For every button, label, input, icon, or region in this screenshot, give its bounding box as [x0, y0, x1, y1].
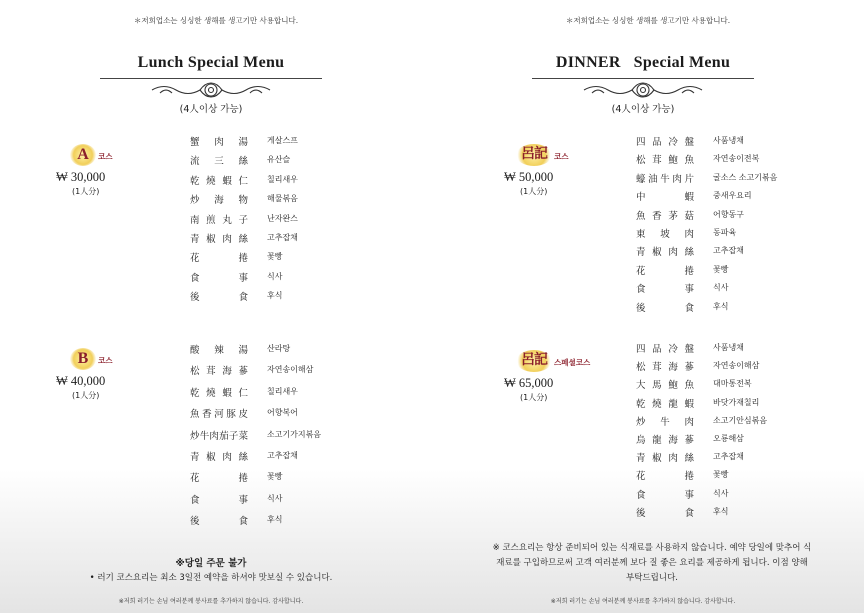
dish-row: [0, 192, 432, 210]
dish-hanja-char: 魚: [190, 409, 200, 421]
dish-hanja-char: 龍: [668, 398, 678, 410]
dish-row: [0, 134, 432, 152]
ingredients-note: ※ 코스요리는 항상 준비되어 있는 식재료를 사용하지 않습니다. 예약 당일에 맞추어 식재료를 구입하므로써 고객 여러분께 보다 질 좋은 요리를 제공하게 됩니다. 이점 양해 부탁드립니다.: [492, 543, 812, 583]
dish-hanja-name: [190, 406, 248, 420]
dish-hanja-char: 松: [190, 366, 200, 378]
dish-korean-name: 해물볶음: [267, 194, 298, 204]
dish-korean-name: 꽃빵: [713, 470, 729, 480]
dish-hanja-name: [636, 171, 694, 185]
dish-korean-name: 꽃빵: [267, 472, 283, 482]
course-price: ₩ 40,000: [56, 374, 106, 388]
dish-hanja-char: 海: [222, 366, 232, 378]
dish-hanja-char: 四: [636, 344, 646, 355]
dish-hanja-char: 事: [684, 284, 694, 296]
dish-row: [0, 363, 432, 381]
dish-hanja-char: 肉: [684, 416, 694, 428]
dish-hanja-name: [636, 244, 694, 258]
dish-row: [432, 377, 864, 395]
dish-hanja-char: 盤: [684, 344, 694, 355]
course-price: ₩ 50,000: [504, 170, 554, 184]
dish-hanja-name: [190, 270, 248, 284]
dish-hanja-name: [636, 396, 694, 410]
dish-hanja-name: [190, 513, 248, 527]
dish-hanja-char: 食: [238, 292, 248, 304]
course-badge-text: 코스: [98, 356, 113, 365]
dish-hanja-char: 食: [190, 494, 200, 506]
dish-row: [0, 470, 432, 488]
dish-hanja-char: 蝦: [684, 192, 694, 204]
no-same-day-order-note: ※당일 주문 불가: [175, 558, 247, 569]
dish-korean-name: 고추잡채: [267, 233, 298, 242]
dish-hanja-name: [636, 152, 694, 166]
dish-hanja-char: 青: [636, 453, 646, 465]
dish-hanja-char: 捲: [238, 253, 248, 265]
dish-hanja-char: 子: [238, 214, 248, 226]
course-badge-letter: 呂記: [516, 144, 552, 166]
dish-hanja-char: 仁: [238, 175, 248, 187]
dish-hanja-char: 花: [190, 473, 200, 485]
dish-hanja-char: 茅: [668, 210, 678, 222]
dish-row: [432, 468, 864, 486]
dish-korean-name: 산라탕: [267, 344, 291, 353]
dish-korean-name: 동파육: [713, 228, 737, 237]
dish-hanja-name: [636, 487, 694, 501]
dish-hanja-char: 菜: [238, 430, 248, 442]
dish-hanja-char: 湯: [238, 345, 248, 356]
dish-hanja-char: 事: [684, 489, 694, 501]
dish-korean-name: 바닷가재칠리: [713, 397, 760, 407]
dish-row: [432, 396, 864, 414]
dish-row: [0, 153, 432, 171]
dish-hanja-char: 香: [202, 409, 212, 421]
dish-hanja-name: [636, 414, 694, 428]
dish-hanja-char: 蔘: [684, 435, 694, 446]
dish-hanja-char: 炒: [190, 195, 200, 207]
dish-korean-name: 대마통전복: [713, 379, 752, 389]
dish-hanja-char: 捲: [684, 471, 694, 483]
dish-hanja-char: 絲: [684, 453, 694, 465]
per-person-note: (1人分): [520, 393, 548, 402]
dish-hanja-char: 冷: [668, 137, 678, 148]
dish-hanja-char: 魚: [636, 210, 646, 222]
dish-hanja-char: 湯: [238, 137, 248, 148]
dish-hanja-char: 品: [652, 344, 662, 355]
dish-hanja-char: 品: [652, 137, 662, 148]
dish-hanja-char: 蝦: [222, 387, 232, 399]
dish-hanja-char: 烏: [636, 435, 646, 446]
dish-row: [0, 428, 432, 446]
dish-hanja-char: 茸: [206, 366, 216, 378]
dish-korean-name: 자연송이해삼: [267, 365, 314, 375]
dish-hanja-char: 食: [636, 489, 646, 501]
dish-hanja-char: 食: [684, 302, 694, 314]
dish-hanja-char: 冷: [668, 344, 678, 355]
dish-hanja-char: 豚: [226, 409, 236, 421]
dish-hanja-char: 煎: [206, 214, 216, 226]
dish-hanja-char: 後: [636, 302, 646, 314]
dish-hanja-char: 辣: [214, 345, 224, 356]
dish-hanja-char: 食: [190, 272, 200, 284]
dish-row: [0, 212, 432, 230]
dish-hanja-char: 龍: [652, 435, 662, 446]
dish-hanja-char: 海: [668, 362, 678, 374]
dish-hanja-char: 肉: [222, 234, 232, 245]
dish-hanja-char: 食: [636, 284, 646, 296]
dish-hanja-char: 南: [190, 214, 200, 226]
dish-hanja-char: 肉: [209, 430, 219, 442]
ornament-icon: [150, 81, 272, 99]
dish-hanja-name: [636, 450, 694, 464]
course-badge-letter: A: [70, 144, 96, 166]
dish-hanja-char: 後: [190, 516, 200, 528]
dish-hanja-char: 鮑: [668, 155, 678, 167]
dish-hanja-char: 香: [652, 210, 662, 222]
dish-hanja-char: 牛: [660, 173, 670, 185]
dish-hanja-char: 捲: [684, 265, 694, 277]
dish-hanja-char: 子: [228, 430, 239, 442]
dish-hanja-char: 炒: [190, 430, 200, 442]
dish-row: [0, 289, 432, 307]
dish-hanja-char: 海: [668, 435, 678, 446]
group-size-note: (4人이상 가능): [611, 104, 675, 115]
per-person-note: (1人分): [520, 187, 548, 196]
course-badge-text: 코스: [98, 152, 113, 161]
ornament-icon: [582, 81, 704, 99]
reservation-note: • 러기 코스요리는 최소 3일전 예약을 하셔야 맛보실 수 있습니다.: [89, 573, 333, 583]
dish-korean-name: 꽃빵: [267, 252, 283, 262]
dish-korean-name: 소고기가지볶음: [267, 429, 322, 439]
dish-hanja-name: [636, 226, 694, 240]
dish-hanja-char: 蠔: [636, 173, 646, 185]
dish-hanja-char: 青: [636, 247, 646, 259]
menu-title: DINNER Special Menu: [555, 54, 731, 71]
dish-hanja-char: 乾: [636, 398, 646, 410]
dish-hanja-char: 青: [190, 452, 200, 463]
course-badge-letter: 呂記: [516, 350, 552, 372]
dish-hanja-name: [190, 134, 248, 148]
course-badge-text: 스페셜코스: [554, 358, 591, 367]
dish-hanja-char: 事: [238, 272, 248, 284]
dish-row: [432, 208, 864, 226]
dish-hanja-char: 海: [214, 195, 224, 207]
dish-hanja-char: 蔘: [238, 366, 248, 378]
dish-row: [432, 341, 864, 359]
dish-korean-name: 사품냉채: [713, 136, 744, 145]
dish-korean-name: 굴소스 소고기볶음: [713, 172, 778, 182]
dish-korean-name: 고추잡채: [267, 451, 298, 460]
dish-hanja-char: 花: [190, 253, 200, 265]
dish-hanja-char: 魚: [684, 380, 694, 392]
dish-korean-name: 어향복어: [267, 408, 298, 418]
dish-hanja-name: [190, 428, 248, 442]
dish-korean-name: 후식: [713, 301, 729, 311]
dish-hanja-name: [190, 153, 248, 167]
dish-korean-name: 오룡해삼: [713, 434, 744, 443]
dish-hanja-char: 四: [636, 137, 646, 148]
dish-korean-name: 게살스프: [267, 136, 298, 145]
dish-hanja-char: 中: [636, 192, 646, 204]
dish-hanja-char: 事: [238, 494, 248, 506]
dish-hanja-name: [190, 173, 248, 187]
dish-hanja-name: [636, 263, 694, 277]
dish-korean-name: 식사: [713, 283, 729, 293]
dish-hanja-name: [636, 505, 694, 519]
dish-hanja-char: 椒: [652, 247, 662, 259]
menu-title: Lunch Special Menu: [137, 54, 285, 71]
dish-row: [0, 231, 432, 249]
dish-hanja-name: [636, 134, 694, 148]
dish-korean-name: 사품냉채: [713, 343, 744, 352]
dish-korean-name: 난자완스: [267, 213, 298, 223]
dish-hanja-char: 乾: [190, 387, 200, 399]
dish-hanja-char: 花: [636, 265, 646, 277]
dish-hanja-char: 牛: [199, 430, 210, 442]
dish-hanja-name: [190, 289, 248, 303]
dish-hanja-char: 絲: [238, 156, 248, 168]
dish-hanja-char: 肉: [222, 452, 232, 463]
dish-hanja-name: [636, 300, 694, 314]
dish-hanja-name: [636, 208, 694, 222]
dish-korean-name: 후식: [713, 506, 729, 516]
dish-korean-name: 어향동구: [713, 209, 744, 219]
dish-row: [432, 171, 864, 189]
dish-row: [432, 281, 864, 299]
service-charge-note: ※저희 러기는 손님 여러분께 봉사료를 추가하지 않습니다. 감사합니다.: [550, 598, 736, 605]
dish-hanja-char: 絲: [238, 452, 248, 463]
dish-hanja-char: 鮑: [668, 380, 678, 392]
title-divider: [100, 78, 322, 79]
dish-row: [0, 385, 432, 403]
dish-korean-name: 중새우요리: [713, 191, 752, 201]
dish-row: [0, 513, 432, 531]
dish-row: [0, 449, 432, 467]
dish-hanja-char: 仁: [238, 387, 248, 399]
dish-hanja-char: 椒: [206, 234, 216, 245]
dish-row: [432, 189, 864, 207]
dish-korean-name: 후식: [267, 291, 283, 301]
dish-hanja-char: 肉: [668, 453, 678, 465]
dish-hanja-char: 肉: [668, 247, 678, 259]
dish-hanja-char: 食: [238, 516, 248, 528]
dish-row: [432, 300, 864, 318]
dish-hanja-char: 炒: [636, 416, 646, 428]
dish-hanja-char: 蟹: [190, 137, 200, 148]
dish-row: [432, 505, 864, 523]
per-person-note: (1人分): [72, 391, 100, 400]
dish-korean-name: 칠리새우: [267, 174, 298, 184]
dish-hanja-char: 後: [190, 292, 200, 304]
dish-hanja-char: 肉: [672, 173, 682, 185]
dish-hanja-char: 東: [636, 229, 646, 240]
dish-row: [432, 359, 864, 377]
per-person-note: (1人分): [72, 187, 100, 196]
dish-korean-name: 칠리새우: [267, 386, 298, 396]
dish-hanja-char: 油: [648, 173, 658, 185]
title-divider: [532, 78, 754, 79]
dish-hanja-char: 椒: [206, 452, 216, 463]
dish-hanja-char: 三: [214, 156, 224, 168]
dish-hanja-char: 蝦: [222, 175, 232, 187]
dish-hanja-char: 皮: [238, 409, 248, 421]
dish-hanja-char: 蔘: [684, 362, 694, 374]
freshness-note: ＊저희업소는 싱싱한 생해를 생고기만 사용합니다.: [565, 16, 731, 25]
dish-korean-name: 후식: [267, 515, 283, 525]
course-price: ₩ 65,000: [504, 376, 554, 390]
dish-hanja-name: [190, 470, 248, 484]
dish-korean-name: 자연송이해삼: [713, 361, 760, 371]
dish-hanja-char: 茸: [652, 155, 662, 167]
dish-korean-name: 고추잡채: [713, 452, 744, 462]
service-charge-note: ※저희 러기는 손님 여러분께 봉사료를 추가하지 않습니다. 감사합니다.: [118, 598, 304, 605]
dish-row: [0, 250, 432, 268]
dish-korean-name: 고추잡채: [713, 246, 744, 256]
dish-korean-name: 식사: [713, 488, 729, 498]
dish-hanja-name: [636, 432, 694, 446]
dish-row: [432, 226, 864, 244]
dish-row: [432, 487, 864, 505]
dish-hanja-char: 茄: [219, 430, 229, 442]
dish-hanja-char: 物: [238, 195, 248, 207]
dish-hanja-char: 松: [636, 155, 646, 167]
dish-hanja-name: [636, 377, 694, 391]
dish-hanja-char: 馬: [652, 380, 662, 392]
group-size-note: (4人이상 가능): [179, 104, 243, 115]
dish-hanja-name: [636, 281, 694, 295]
dish-hanja-char: 肉: [214, 137, 224, 148]
dish-hanja-name: [190, 342, 248, 356]
dish-hanja-name: [190, 385, 248, 399]
dish-hanja-char: 燒: [206, 175, 216, 187]
dish-hanja-char: 片: [684, 173, 694, 185]
dish-hanja-char: 花: [636, 471, 646, 483]
dish-hanja-char: 肉: [684, 229, 694, 240]
dish-row: [0, 406, 432, 424]
dish-hanja-name: [636, 359, 694, 373]
dish-row: [0, 492, 432, 510]
dish-row: [432, 244, 864, 262]
dish-hanja-char: 酸: [190, 345, 200, 356]
dish-hanja-name: [190, 363, 248, 377]
freshness-note: ＊저희업소는 싱싱한 생해를 생고기만 사용합니다.: [133, 16, 299, 25]
dish-hanja-char: 茸: [652, 362, 662, 374]
dish-hanja-char: 捲: [238, 473, 248, 485]
dish-row: [432, 450, 864, 468]
dish-korean-name: 식사: [267, 271, 283, 281]
dish-hanja-char: 丸: [222, 214, 232, 226]
dish-korean-name: 꽃빵: [713, 264, 729, 274]
dish-hanja-char: 椒: [652, 453, 662, 465]
dish-hanja-char: 燒: [652, 398, 662, 410]
dish-hanja-char: 松: [636, 362, 646, 374]
dish-hanja-name: [636, 341, 694, 355]
dish-hanja-char: 絲: [684, 247, 694, 259]
dish-hanja-char: 坡: [660, 229, 670, 240]
course-price: ₩ 30,000: [56, 170, 106, 184]
dish-korean-name: 식사: [267, 493, 283, 503]
dish-hanja-name: [636, 468, 694, 482]
dish-hanja-name: [190, 492, 248, 506]
dish-hanja-char: 盤: [684, 137, 694, 148]
dish-hanja-char: 食: [684, 507, 694, 519]
dish-row: [432, 152, 864, 170]
dish-hanja-char: 菇: [684, 210, 694, 222]
dish-row: [0, 270, 432, 288]
dish-hanja-char: 牛: [660, 416, 670, 428]
dish-hanja-char: 流: [190, 156, 200, 168]
dish-hanja-char: 後: [636, 507, 646, 519]
dish-row: [432, 263, 864, 281]
dish-hanja-char: 燒: [206, 387, 216, 399]
dish-hanja-name: [190, 231, 248, 245]
dinner-menu-page: [432, 0, 864, 613]
dish-hanja-char: 絲: [238, 234, 248, 245]
dish-hanja-char: 魚: [684, 155, 694, 167]
dish-hanja-char: 河: [214, 409, 224, 421]
course-badge-letter: B: [70, 348, 96, 370]
dish-hanja-name: [636, 189, 694, 203]
dish-hanja-name: [190, 250, 248, 264]
dish-hanja-name: [190, 449, 248, 463]
dish-korean-name: 소고기안심볶음: [713, 415, 768, 425]
dish-hanja-char: 大: [636, 380, 646, 392]
dish-hanja-char: 蝦: [684, 398, 694, 410]
dish-korean-name: 유산슬: [267, 155, 291, 165]
dish-korean-name: 자연송이전복: [713, 154, 760, 164]
course-badge-text: 코스: [554, 152, 569, 161]
dish-row: [432, 432, 864, 450]
dish-hanja-char: 青: [190, 234, 200, 245]
dish-row: [0, 342, 432, 360]
dish-row: [432, 414, 864, 432]
dish-row: [432, 134, 864, 152]
dish-hanja-name: [190, 192, 248, 206]
dish-hanja-name: [190, 212, 248, 226]
dish-row: [0, 173, 432, 191]
dish-hanja-char: 乾: [190, 175, 200, 187]
